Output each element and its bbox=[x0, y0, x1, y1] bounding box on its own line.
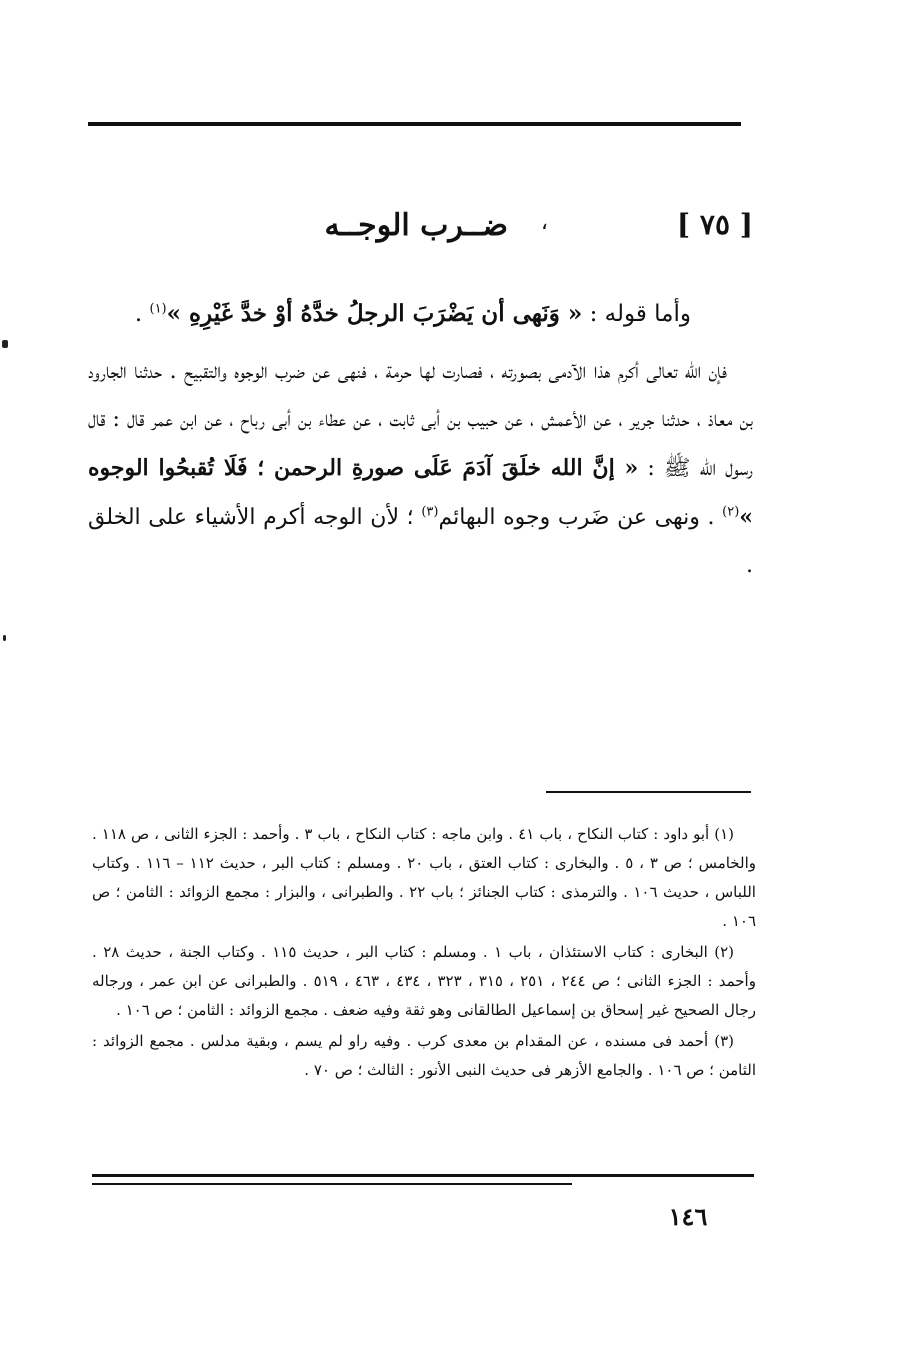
section-title: ضــرب الوجــه bbox=[324, 208, 508, 243]
footnote-separator bbox=[546, 791, 751, 793]
bottom-rule-short bbox=[92, 1183, 572, 1185]
intro-lead: وأما قوله : bbox=[589, 301, 691, 327]
paragraph-part-2: . ونهى عن ضَرب وجوه البهائم bbox=[438, 505, 715, 530]
footnote-3: (٣) أحمد فى مسنده ، عن المقدام بن معدى كرب . وفيه راو لم يسم ، وبقية مدلس . مجمع الزوائد : الثامن ؛ ص ١٠٦ . والجامع الأزهر فى حديث النبى الأنور : الثالث ؛ ص ٧٠ . bbox=[92, 1032, 756, 1079]
intro-quote: « وَنَهى أن يَضْرَبَ الرجلُ خدَّهُ أوْ خدَّ غَيْرِهِ » bbox=[166, 300, 583, 327]
scan-artifact bbox=[3, 635, 6, 641]
hadith-quote: « إنَّ الله خلَقَ آدَمَ عَلَى صورةِ الرحمن ؛ فَلَا تُقبحُوا الوجوه » bbox=[88, 455, 754, 530]
top-rule bbox=[88, 122, 741, 126]
section-number: [ ٧٥ ] bbox=[676, 208, 753, 241]
intro-end: . bbox=[134, 301, 150, 327]
footnote-2: (٢) البخارى : كتاب الاستئذان ، باب ١ . ومسلم : كتاب البر ، حديث ١١٥ . وكتاب الجنة ، حديث ٢٨ . وأحمد : الجزء الثانى ؛ ص ٢٤٤ ، ٢٥١ ، ٣١٥ ، ٣٢٣ ، ٤٣٤ ، ٤٦٣ ، ٥١٩ . والطبرانى عن ابن عمر ، ورجاله رجال الصحيح غير إسحاق بن إسماعيل الطالقانى وهو ثقة وفيه ضعف . مجمع الزوائد : الثامن ؛ ص ١٠٦ . bbox=[92, 943, 756, 1019]
section-heading bbox=[88, 208, 753, 258]
paragraph-part-3: ؛ لأن الوجه أكرم الأشياء على الخلق . bbox=[88, 505, 753, 578]
footnote-ref-1: (١) bbox=[149, 301, 167, 317]
footnote-1: (١) أبو داود : كتاب النكاح ، باب ٤١ . وابن ماجه : كتاب النكاح ، باب ٣ . وأحمد : الجزء الثانى ، ص ١١٨ . والخامس ؛ ص ٣ ، ٥ . والبخارى : كتاب العتق ، باب ٢٠ . ومسلم : كتاب البر ، حديث ١١٢ – ١١٦ . وكتاب اللباس ، حديث ١٠٦ . والترمذى : كتاب الجنائز ؛ باب ٢٢ . والطبرانى ، والبزار : مجمع الزوائد : الثامن ؛ ص ١٠٦ . bbox=[92, 825, 756, 930]
scan-artifact bbox=[2, 340, 8, 348]
main-paragraph bbox=[88, 348, 753, 590]
paragraph-part-1: فإن الله تعالى أكرم هذا الآدمى بصورته ، فصارت لها حرمة ، فنهى عن ضرب الوجوه والتقبيح . حدثنا الجارود بن معاذ ، حدثنا جرير ، عن الأعمش ، عن حبيب بن أبى ثابت ، عن عطاء بن أبى رباح ، عن ابن عمر قال : قال رسول الله ﷺ : bbox=[88, 359, 754, 481]
footnote-ref-3: (٣) bbox=[421, 504, 439, 520]
footnotes bbox=[92, 820, 756, 1087]
bottom-rule bbox=[92, 1174, 754, 1177]
intro-line bbox=[88, 290, 753, 338]
heading-separator: ، bbox=[540, 210, 548, 235]
footnote-ref-2: (٢) bbox=[722, 504, 740, 520]
main-text bbox=[88, 290, 753, 590]
page-number: ١٤٦ bbox=[668, 1202, 708, 1231]
